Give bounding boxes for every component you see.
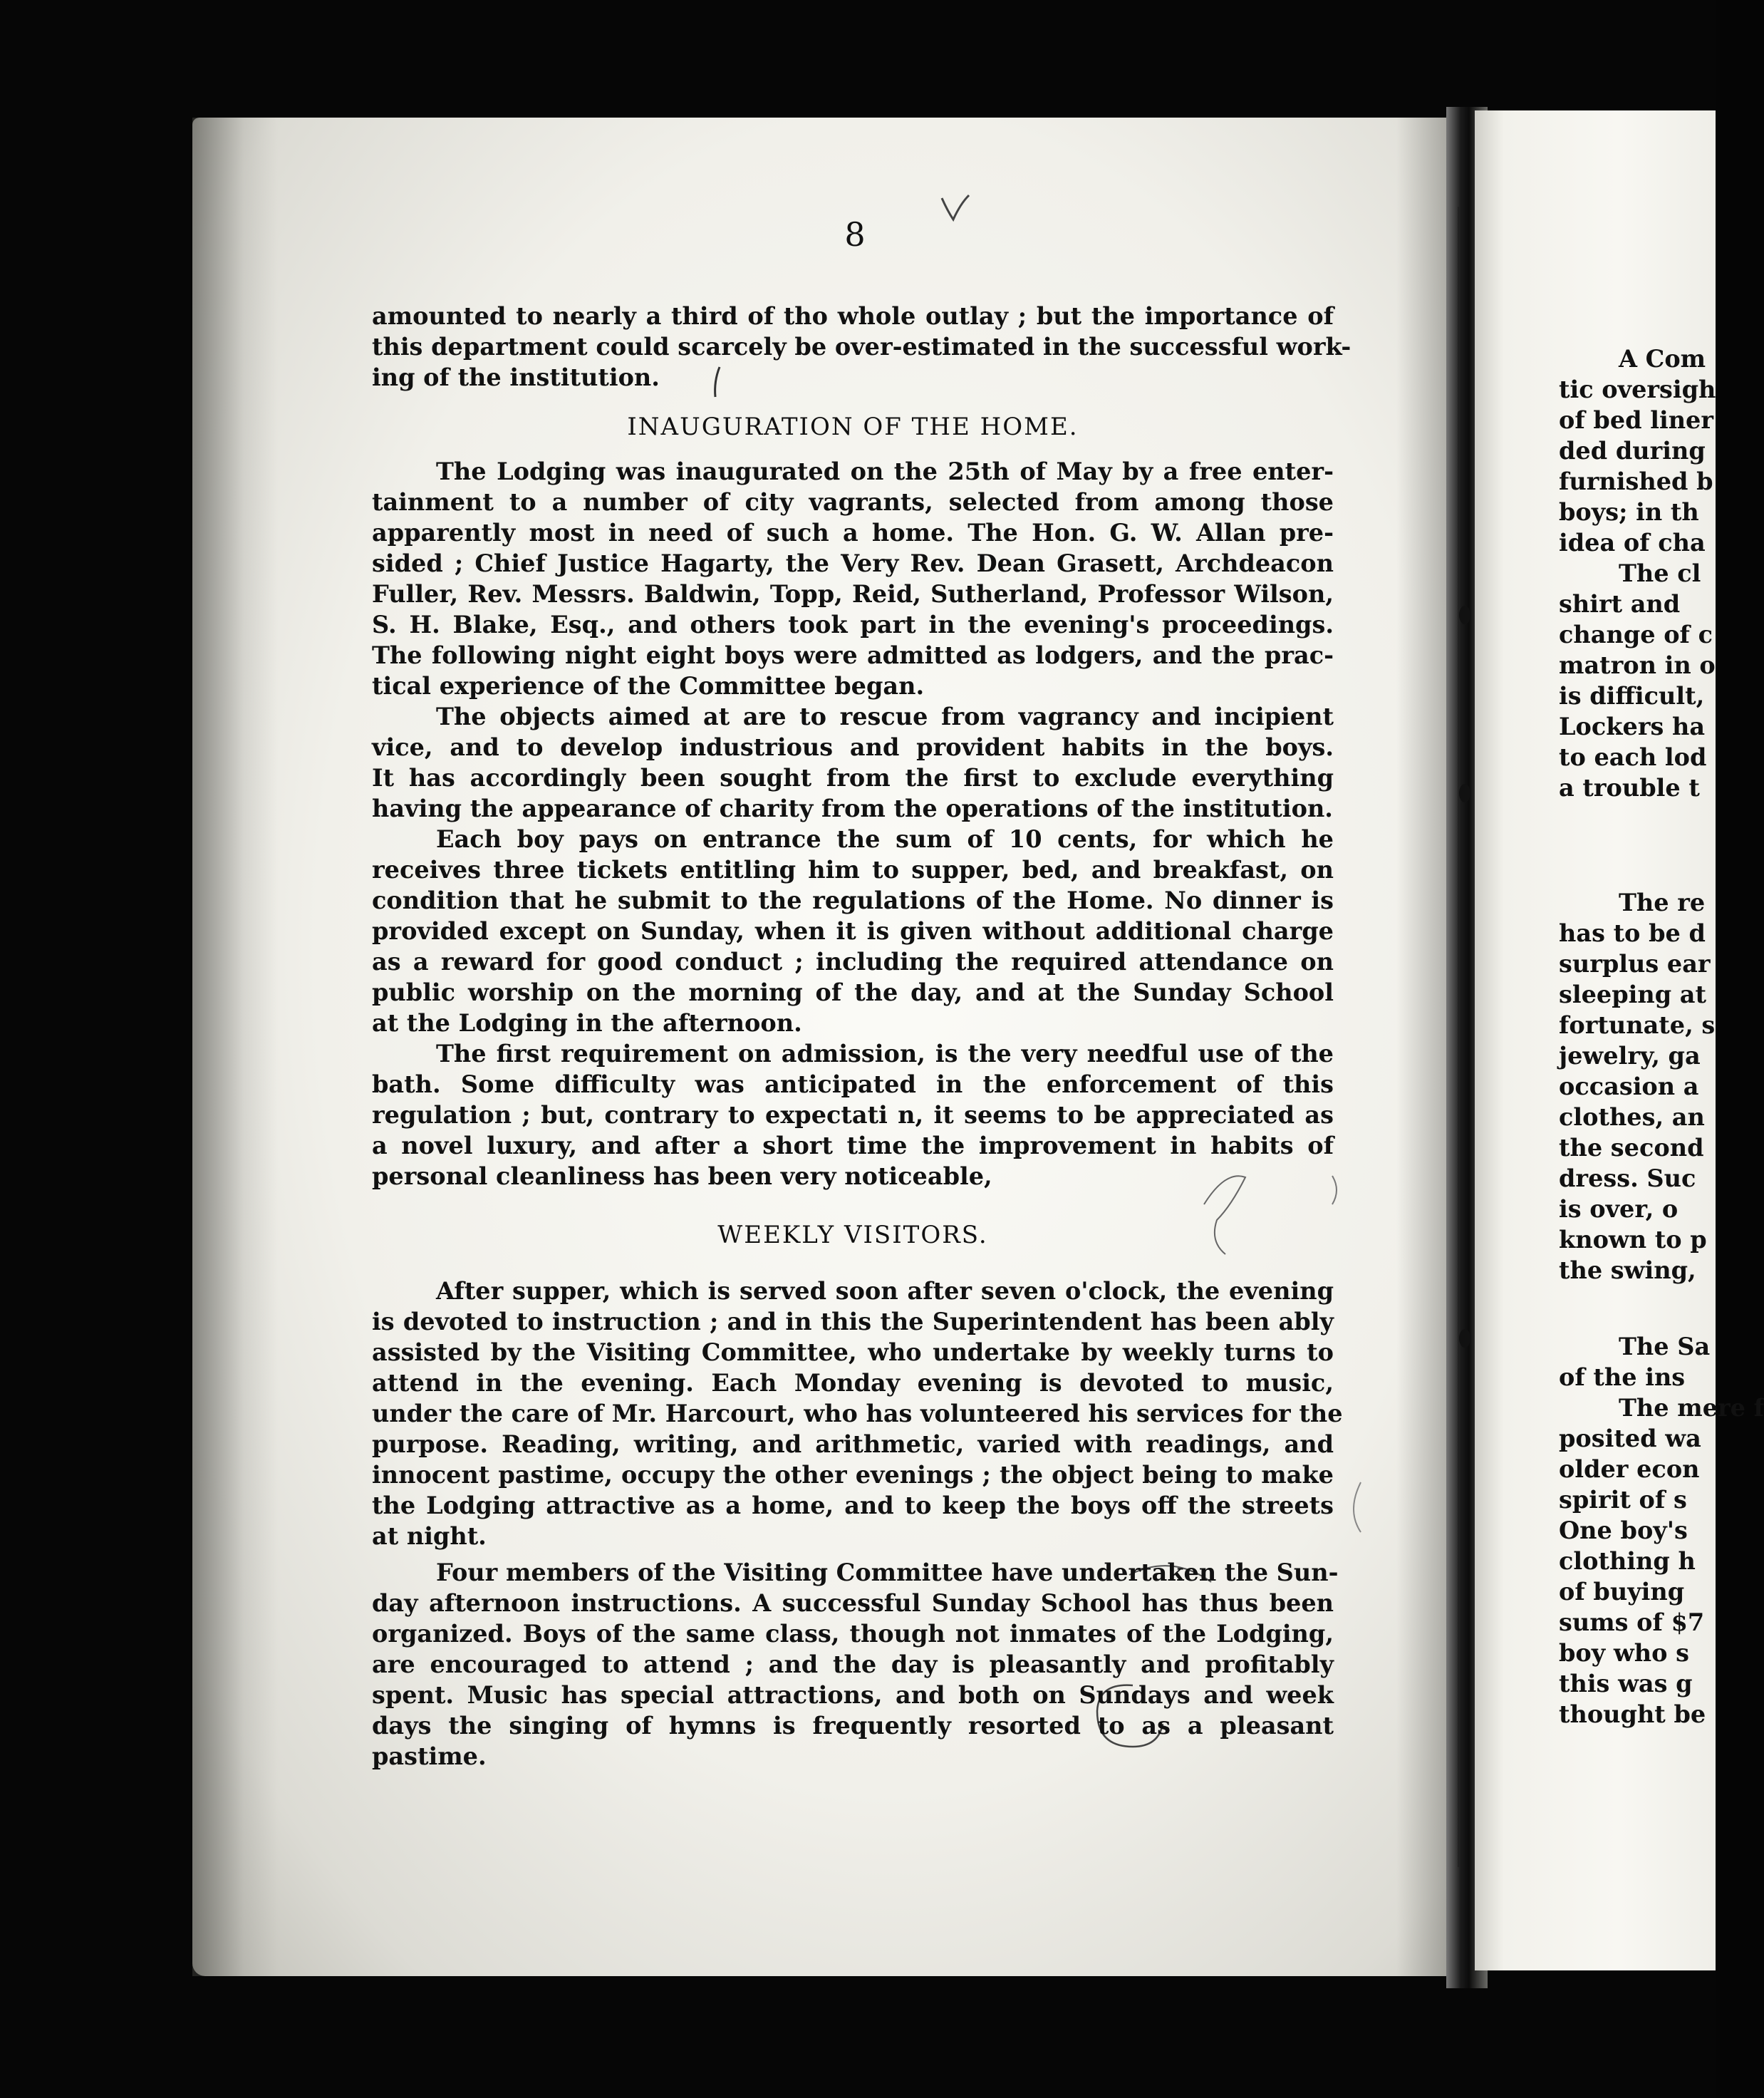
section-heading: WEEKLY VISITORS. xyxy=(717,1221,988,1249)
text-line: at night. xyxy=(372,1522,487,1550)
text-line: condition that he submit to the regulations of the Home. No dinner is xyxy=(372,887,1334,914)
facing-page-fragment xyxy=(1559,887,1715,1286)
text-line: surplus ear xyxy=(1559,950,1711,978)
text-line: Fuller, Rev. Messrs. Baldwin, Topp, Reid, Sutherland, Professor Wilson, xyxy=(372,580,1334,608)
pencil-check-mark xyxy=(942,195,969,219)
text-line: S. H. Blake, Esq., and others took part in the evening's proceedings. xyxy=(372,611,1334,639)
text-line: is difficult, xyxy=(1559,682,1705,710)
page-number: 8 xyxy=(844,215,866,254)
text-line: as a reward for good conduct ; including the required attendance on xyxy=(372,948,1334,976)
paragraph xyxy=(372,301,1351,393)
text-line: change of c xyxy=(1559,621,1713,648)
text-line: receives three tickets entitling him to supper, bed, and breakfast, on xyxy=(372,856,1334,884)
text-line: The objects aimed at are to rescue from vagrancy and incipient xyxy=(436,703,1334,730)
text-line: A Com xyxy=(1619,345,1706,373)
text-line: the second xyxy=(1559,1134,1704,1162)
text-line: The first requirement on admission, is the very needful use of the xyxy=(436,1040,1334,1068)
paragraph xyxy=(372,1276,1343,1551)
section-heading: INAUGURATION OF THE HOME. xyxy=(627,413,1079,441)
text-line: Four members of the Visiting Committee have undertaken the Sun- xyxy=(436,1559,1339,1586)
text-line: idea of cha xyxy=(1559,529,1706,557)
text-line: the Lodging attractive as a home, and to keep the boys off the streets xyxy=(372,1492,1334,1519)
text-line: having the appearance of charity from the operations of the institution. xyxy=(372,795,1333,822)
text-line: of the ins xyxy=(1559,1363,1686,1391)
text-line: vice, and to develop industrious and provident habits in the boys. xyxy=(372,733,1334,761)
text-line: attend in the evening. Each Monday evening is devoted to music, xyxy=(372,1369,1334,1397)
text-line: days the singing of hymns is frequently resorted to as a pleasant xyxy=(372,1712,1334,1740)
text-line: After supper, which is served soon after seven o'clock, the evening xyxy=(436,1277,1334,1305)
text-line: regulation ; but, contrary to expectati n, it seems to be appreciated as xyxy=(372,1101,1334,1129)
text-line: apparently most in need of such a home. The Hon. G. W. Allan pre- xyxy=(372,519,1334,547)
text-line: tical experience of the Committee began. xyxy=(372,672,925,700)
text-line: shirt and xyxy=(1559,590,1681,618)
text-line: day afternoon instructions. A successful Sunday School has thus been xyxy=(372,1589,1334,1617)
text-line: tic oversigh xyxy=(1559,376,1716,403)
paragraph xyxy=(372,1038,1334,1192)
text-line: this department could scarcely be over-estimated in the successful work- xyxy=(372,333,1351,361)
text-line: jewelry, ga xyxy=(1559,1042,1701,1070)
text-line: pastime. xyxy=(372,1742,487,1770)
text-line: a novel luxury, and after a short time the improvement in habits of xyxy=(372,1132,1334,1159)
text-line: occasion a xyxy=(1559,1073,1699,1100)
text-line: dress. Suc xyxy=(1559,1164,1696,1192)
text-line: organized. Boys of the same class, though not inmates of the Lodging, xyxy=(372,1620,1334,1648)
text-line: public worship on the morning of the day, and at the Sunday School xyxy=(372,978,1334,1006)
text-line: spirit of s xyxy=(1559,1486,1687,1514)
text-line: innocent pastime, occupy the other evenings ; the object being to make xyxy=(372,1461,1334,1489)
text-line: spent. Music has special attractions, and both on Sundays and week xyxy=(372,1681,1334,1709)
text-line: ded during xyxy=(1559,437,1706,465)
text-line: clothes, an xyxy=(1559,1103,1705,1131)
text-line: The mere f xyxy=(1619,1394,1764,1422)
text-line: The Sa xyxy=(1619,1333,1711,1360)
text-line: It has accordingly been sought from the first to exclude everything xyxy=(372,764,1334,792)
text-line: under the care of Mr. Harcourt, who has volunteered his services for the xyxy=(372,1400,1343,1427)
paragraph xyxy=(372,456,1334,701)
text-line: is devoted to instruction ; and in this the Superintendent has been ably xyxy=(372,1308,1334,1335)
text-line: The Lodging was inaugurated on the 25th of May by a free enter- xyxy=(436,458,1334,485)
pencil-stroke xyxy=(1354,1482,1361,1532)
facing-page-fragment xyxy=(1559,1331,1764,1730)
text-line: a trouble t xyxy=(1559,774,1700,802)
paragraph xyxy=(372,824,1334,1038)
text-line: boys; in th xyxy=(1559,498,1699,526)
text-line: The following night eight boys were admitted as lodgers, and the prac- xyxy=(372,641,1334,669)
paragraph xyxy=(372,1557,1339,1772)
text-line: are encouraged to attend ; and the day is pleasantly and profitably xyxy=(372,1650,1334,1678)
text-line: has to be d xyxy=(1559,919,1706,947)
text-line: this was g xyxy=(1559,1670,1693,1697)
text-line: purpose. Reading, writing, and arithmetic, varied with readings, and xyxy=(372,1430,1334,1458)
text-line: sided ; Chief Justice Hagarty, the Very Rev. Dean Grasett, Archdeacon xyxy=(372,549,1334,577)
text-line: assisted by the Visiting Committee, who undertake by weekly turns to xyxy=(372,1338,1334,1366)
paragraph xyxy=(372,701,1334,824)
text-line: is over, o xyxy=(1559,1195,1679,1223)
text-line: bath. Some difficulty was anticipated in the enforcement of this xyxy=(372,1070,1334,1098)
text-line: Lockers ha xyxy=(1559,713,1706,740)
text-line: The re xyxy=(1619,889,1706,916)
text-line: to each lod xyxy=(1559,743,1707,771)
text-line: provided except on Sunday, when it is given without additional charge xyxy=(372,917,1334,945)
text-line: Each boy pays on entrance the sum of 10 cents, for which he xyxy=(436,825,1334,853)
text-line: known to p xyxy=(1559,1226,1707,1254)
text-line: of bed liner xyxy=(1559,406,1714,434)
text-line: older econ xyxy=(1559,1455,1700,1483)
text-line: at the Lodging in the afternoon. xyxy=(372,1009,802,1037)
text-line: tainment to a number of city vagrants, selected from among those xyxy=(372,488,1334,516)
text-line: clothing h xyxy=(1559,1547,1696,1575)
text-line: furnished b xyxy=(1559,467,1713,495)
text-line: posited wa xyxy=(1559,1425,1701,1452)
text-line: sums of $7 xyxy=(1559,1608,1705,1636)
text-line: The cl xyxy=(1619,559,1701,587)
text-line: personal cleanliness has been very noticeable, xyxy=(372,1162,992,1190)
text-line: thought be xyxy=(1559,1700,1706,1728)
text-line: sleeping at xyxy=(1559,981,1706,1008)
text-line: of buying xyxy=(1559,1578,1685,1606)
text-line: the swing, xyxy=(1559,1256,1696,1284)
text-line: fortunate, s xyxy=(1559,1011,1716,1039)
text-line: One boy's xyxy=(1559,1516,1688,1544)
text-line: matron in o xyxy=(1559,651,1716,679)
text-line: ing of the institution. xyxy=(372,363,660,391)
facing-page-fragment xyxy=(1559,343,1716,803)
text-line: amounted to nearly a third of tho whole outlay ; but the importance of xyxy=(372,302,1334,330)
text-line: boy who s xyxy=(1559,1639,1689,1667)
